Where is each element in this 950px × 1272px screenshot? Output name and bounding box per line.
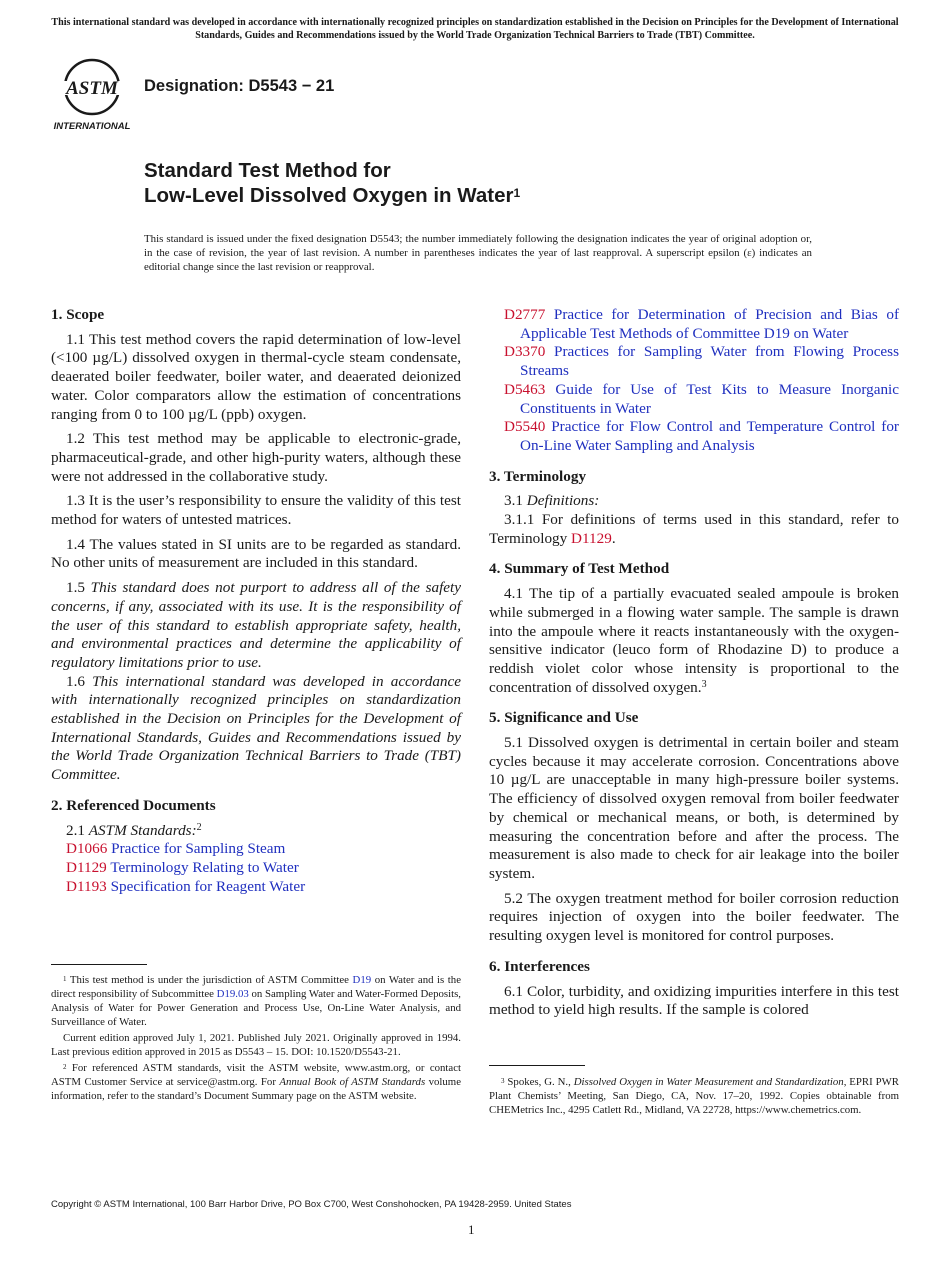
para-3-1-num: 3.1 xyxy=(504,492,523,510)
footnote-2-text-a: For referenced ASTM standards, visit the ASTM website, www.astm.org, or contact ASTM Customer Service at service@astm.org. For xyxy=(51,1062,461,1088)
section-interferences-heading: 6. Interferences xyxy=(489,957,590,975)
title-line-2 xyxy=(144,183,520,208)
astm-logo-icon xyxy=(52,57,136,133)
wto-notice: This international standard was developed in accordance with internationally recognized principles on standardization established in the Decision on Principles for the Development of International Standards, Guides and Recommendations issued by the World Trade Organization Technical Barriers to Trade (TBT) Committee. xyxy=(51,17,899,41)
para-3-1-1-end: . xyxy=(611,529,616,547)
ref-title[interactable]: Specification for Reagent Water xyxy=(110,877,306,895)
ref-item[interactable] xyxy=(489,343,899,380)
copyright-footer: Copyright © ASTM International, 100 Barr Harbor Drive, PO Box C700, West Conshohocken, PA 19428-2959. United States xyxy=(51,1199,572,1210)
para-1-6-num: 1.6 xyxy=(66,672,85,690)
ref-code[interactable]: D5540 xyxy=(504,418,546,436)
committee-link[interactable]: D19 xyxy=(352,974,372,986)
footnote-2-text-b: volume information, refer to the standard’s Document Summary page on the ASTM website. xyxy=(51,1076,461,1102)
para-4-1-text: 4.1 The tip of a partially evacuated sealed ampoule is broken while submerged in a flowing water sample. The sample is drawn into the ampoule where it reacts instantaneously with the oxygen-sensitive indicator (leuco form of Rhodazine D) to produce a reddish violet color whose intensity is proportional to the concentration of dissolved oxygen. xyxy=(489,585,899,696)
refdocs-sub-num: 2.1 xyxy=(66,821,85,839)
footnotes-left xyxy=(51,973,461,1103)
footnote-1-mark: 1 xyxy=(63,975,67,983)
left-column xyxy=(51,306,461,896)
footnote-1-text-b: on Water and is the direct responsibility of Subcommittee xyxy=(51,974,461,1000)
logo-text: ASTM xyxy=(66,78,118,99)
astm-logo xyxy=(52,57,136,133)
para-1-5-text: This standard does not purport to address all of the safety concerns, if any, associated with its use. It is the responsibility of the user of this standard to establish appropriate safety, health, and environmental practices and determine the applicability of regulatory limitations prior to use. xyxy=(51,579,462,671)
ref-code[interactable]: D5463 xyxy=(504,380,546,398)
footnote-3-mark: 3 xyxy=(501,1077,505,1085)
para-1-2: 1.2 This test method may be applicable to electronic-grade, pharmaceutical-grade, and other high-purity waters, although these were not addressed in the collaborative study. xyxy=(51,430,461,485)
footnote-rule-right xyxy=(489,1065,585,1066)
footnote-3-text-b: , EPRI PWR Plant Chemists’ Meeting, San Diego, CA, Nov. 17–20, 1992. Copies obtainable from CHEMetrics Inc., 4295 Catlett Rd., Midland, VA 22728, https://www.chemetrics.com. xyxy=(489,1076,900,1116)
section-scope-heading: 1. Scope xyxy=(51,306,105,323)
title-line-2-text: Low-Level Dissolved Oxygen in Water xyxy=(144,184,514,207)
ref-item[interactable] xyxy=(51,840,461,859)
refdocs-subheading xyxy=(51,822,461,841)
ref-title[interactable]: Practice for Determination of Precision and Bias of Applicable Test Methods of Committee D19 on Water xyxy=(520,306,900,342)
para-6-1: 6.1 Color, turbidity, and oxidizing impurities interfere in this test method to yield high results. If the sample is colored xyxy=(489,982,899,1019)
ref-item[interactable] xyxy=(489,418,899,455)
footnote-1-approval: Current edition approved July 1, 2021. Published July 2021. Originally approved in 1994. Last previous edition approved in 2015 as D5543 – 15. DOI: 10.1520/D5543-21. xyxy=(51,1032,461,1058)
ref-code[interactable]: D2777 xyxy=(504,306,546,323)
para-5-1: 5.1 Dissolved oxygen is detrimental in certain boiler and steam cycles because it may accelerate corrosion. Concentrations above 10 µg/L are unacceptable in many high-pressure boiler systems. The efficiency of dissolved oxygen removal from boiler feedwater by chemical or mechanical means, or both, is determined by measuring the concentration before and after the process. The measurement is also made to check for air leakage into the boiler system. xyxy=(489,734,899,882)
footnote-2 xyxy=(51,1061,461,1103)
para-1-6 xyxy=(51,673,461,785)
footnote-2-italic: Annual Book of ASTM Standards xyxy=(279,1076,426,1088)
title-footnote-mark: 1 xyxy=(513,186,521,200)
ref-title[interactable]: Practices for Sampling Water from Flowing Process Streams xyxy=(520,343,899,380)
ref-item[interactable] xyxy=(489,306,899,343)
page-number: 1 xyxy=(468,1222,475,1237)
footnote-3 xyxy=(489,1075,899,1117)
para-4-1 xyxy=(489,585,899,697)
ref-title[interactable]: Practice for Sampling Steam xyxy=(111,840,286,858)
footnote-rule-left xyxy=(51,964,147,965)
terminology-ref-code[interactable]: D1129 xyxy=(571,529,612,547)
section-terminology-heading: 3. Terminology xyxy=(489,467,587,485)
ref-item[interactable] xyxy=(51,878,461,897)
ref-code[interactable]: D3370 xyxy=(504,343,546,361)
footnote-1-text-c: on Sampling Water and Water-Formed Deposits, Analysis of Water for Power Generation and Process Use, On-Line Water Analysis, and Surveillance of Water. xyxy=(51,988,461,1028)
footnote-2-mark: 2 xyxy=(63,1063,67,1071)
logo-subtext: INTERNATIONAL xyxy=(53,121,131,132)
footnotes-right xyxy=(489,1075,899,1117)
section-summary-heading: 4. Summary of Test Method xyxy=(489,560,670,578)
para-1-5-num: 1.5 xyxy=(66,579,85,597)
para-3-1-1 xyxy=(489,511,899,548)
para-1-4: 1.4 The values stated in SI units are to be regarded as standard. No other units of measurement are included in this standard. xyxy=(51,535,461,572)
para-3-1 xyxy=(489,492,899,511)
ref-title[interactable]: Guide for Use of Test Kits to Measure Inorganic Constituents in Water xyxy=(520,380,899,417)
ref-code[interactable]: D1193 xyxy=(66,877,107,895)
footnote-1-text-a: This test method is under the jurisdiction of ASTM Committee xyxy=(69,974,349,986)
title-line-1: Standard Test Method for xyxy=(144,159,391,182)
footnote-3-italic: Dissolved Oxygen in Water Measurement and Standardization xyxy=(573,1076,844,1088)
ref-item[interactable] xyxy=(51,859,461,878)
para-1-6-text: This international standard was developed in accordance with internationally recognized principles on standardization established in the Decision on Principles for the Development of International Standards, Guides and Recommendations issued by the World Trade Organization Technical Barriers to Trade (TBT) Committee. xyxy=(51,672,462,784)
issuance-statement: This standard is issued under the fixed designation D5543; the number immediately following the designation indicates the year of original adoption or, in the case of revision, the year of last revision. A number in parentheses indicates the year of last reapproval. A superscript epsilon (ε) indicates an editorial change since the last revision or reapproval. xyxy=(144,233,812,274)
para-1-3: 1.3 It is the user’s responsibility to ensure the validity of this test method for waters of untested matrices. xyxy=(51,492,461,529)
designation: Designation: D5543 − 21 xyxy=(144,77,335,95)
section-significance-heading: 5. Significance and Use xyxy=(489,709,639,727)
para-1-5 xyxy=(51,579,461,673)
para-4-1-footnote-mark: 3 xyxy=(701,678,707,690)
ref-code[interactable]: D1066 xyxy=(66,840,108,858)
right-column xyxy=(489,306,899,1026)
para-5-2: 5.2 The oxygen treatment method for boiler corrosion reduction requires injection of oxygen into the boiler feedwater. The resulting oxygen level is monitored for control purposes. xyxy=(489,889,899,945)
section-refdocs-heading: 2. Referenced Documents xyxy=(51,796,216,814)
refdocs-sub-label: ASTM Standards: xyxy=(88,821,197,839)
subcommittee-link[interactable]: D19.03 xyxy=(216,988,249,1000)
ref-item[interactable] xyxy=(489,381,899,418)
para-1-1: 1.1 This test method covers the rapid determination of low-level (<100 µg/L) dissolved oxygen in thermal-cycle steam condensate, deaerated boiler feedwater, boiler water, and deaerated deionized water. Color comparators allow the estimation of concentrations ranging from 0 to 100 µg/L (ppb) oxygen. xyxy=(51,330,461,423)
refdocs-footnote-mark: 2 xyxy=(196,821,202,833)
para-3-1-label: Definitions: xyxy=(526,492,600,510)
footnote-1 xyxy=(51,973,461,1029)
ref-title[interactable]: Terminology Relating to Water xyxy=(110,858,299,876)
ref-code[interactable]: D1129 xyxy=(66,858,107,876)
document-title xyxy=(144,158,520,208)
footnote-3-text-a: Spokes, G. N., xyxy=(507,1076,571,1088)
para-3-1-1-text: 3.1.1 For definitions of terms used in this standard, refer to Terminology xyxy=(489,511,899,547)
ref-title[interactable]: Practice for Flow Control and Temperature Control for On-Line Water Sampling and Analysis xyxy=(520,418,899,454)
